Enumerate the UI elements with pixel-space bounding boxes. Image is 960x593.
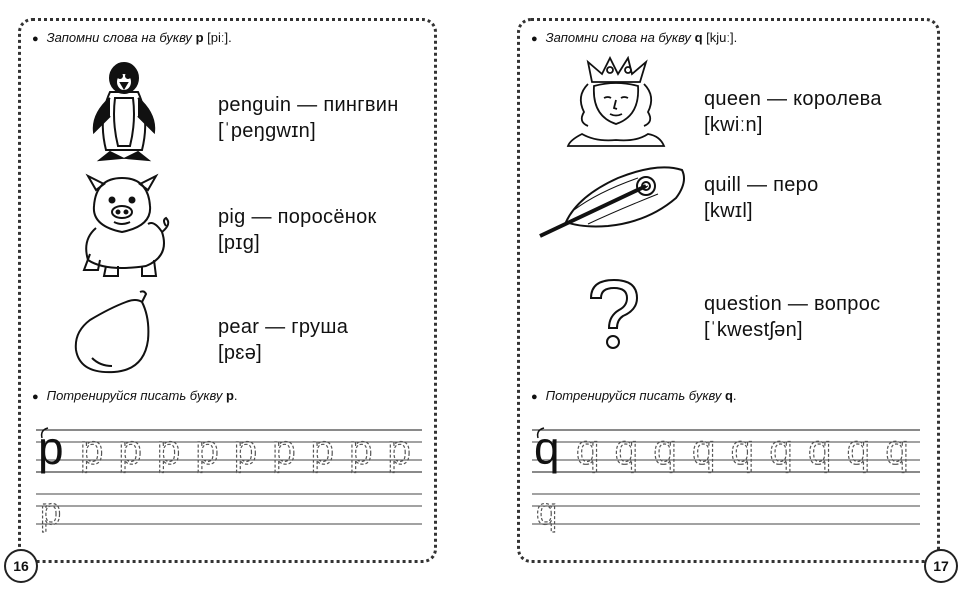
trace-letter: q	[769, 426, 793, 473]
word-queen: queen — королева [kwiːn]	[704, 88, 882, 136]
left-writing-lines	[36, 420, 424, 536]
quill-icon	[538, 160, 688, 240]
word-quill: quill — перо [kwɪl]	[704, 174, 819, 222]
trace-letter: q	[730, 426, 755, 473]
trace-letter: p	[272, 426, 296, 473]
trace-letter: p	[233, 426, 258, 473]
left-practice-heading: ● Потренируйся писать букву p.	[32, 388, 238, 403]
word-penguin: penguin — пингвин [ˈpeŋgwɪn]	[218, 94, 399, 142]
trace-letter: p	[349, 426, 373, 473]
pig-icon	[66, 170, 178, 280]
trace-letter: p	[80, 426, 104, 473]
model-letter: p	[38, 422, 64, 474]
trace-letter: q	[885, 426, 909, 473]
trace-letter: q	[614, 426, 639, 473]
right-practice-heading: ● Потренируйся писать букву q.	[531, 388, 737, 403]
trace-letter: p	[195, 426, 219, 473]
page-number-right: 17	[924, 549, 958, 583]
right-heading: ● Запомни слова на букву q [kjuː].	[531, 30, 738, 45]
page-number-left: 16	[4, 549, 38, 583]
word-pear: pear — груша [pɛə]	[218, 316, 349, 364]
trace-letter: p	[118, 426, 142, 473]
trace-letter: p	[387, 426, 411, 473]
transcription: [ˈpeŋgwɪn]	[218, 120, 316, 142]
trace-letter: q	[536, 491, 558, 533]
transcription: [kwiːn]	[704, 114, 763, 136]
transcription: [pɪg]	[218, 232, 260, 254]
heading-transcription: [kjuː].	[706, 30, 738, 45]
heading-transcription: [piː].	[207, 30, 232, 45]
word-question: question — вопрос [ˈkwestʃən]	[704, 293, 881, 341]
trace-letter: p	[156, 426, 181, 473]
pear-icon	[70, 288, 160, 378]
trace-letter: q	[808, 426, 832, 473]
penguin-icon	[84, 58, 164, 164]
model-letter: q	[534, 422, 560, 474]
trace-letter: p	[40, 491, 62, 533]
question-mark-icon	[585, 276, 643, 356]
right-writing-lines	[532, 420, 922, 536]
transcription: [pɛə]	[218, 342, 263, 364]
transcription: [ˈkwestʃən]	[704, 319, 803, 341]
trace-letter: q	[846, 426, 871, 473]
left-heading: ● Запомни слова на букву p [piː].	[32, 30, 232, 45]
transcription: [kwɪl]	[704, 200, 753, 222]
heading-text: Запомни слова на букву	[545, 30, 691, 45]
heading-text: Запомни слова на букву	[46, 30, 192, 45]
trace-letter: q	[576, 426, 600, 473]
trace-letter: q	[653, 426, 677, 473]
heading-letter: p	[195, 30, 204, 45]
trace-letter: p	[310, 426, 335, 473]
word-pig: pig — поросёнок [pɪg]	[218, 206, 377, 254]
trace-letter: q	[692, 426, 716, 473]
heading-letter: q	[694, 30, 703, 45]
queen-icon	[566, 56, 666, 148]
